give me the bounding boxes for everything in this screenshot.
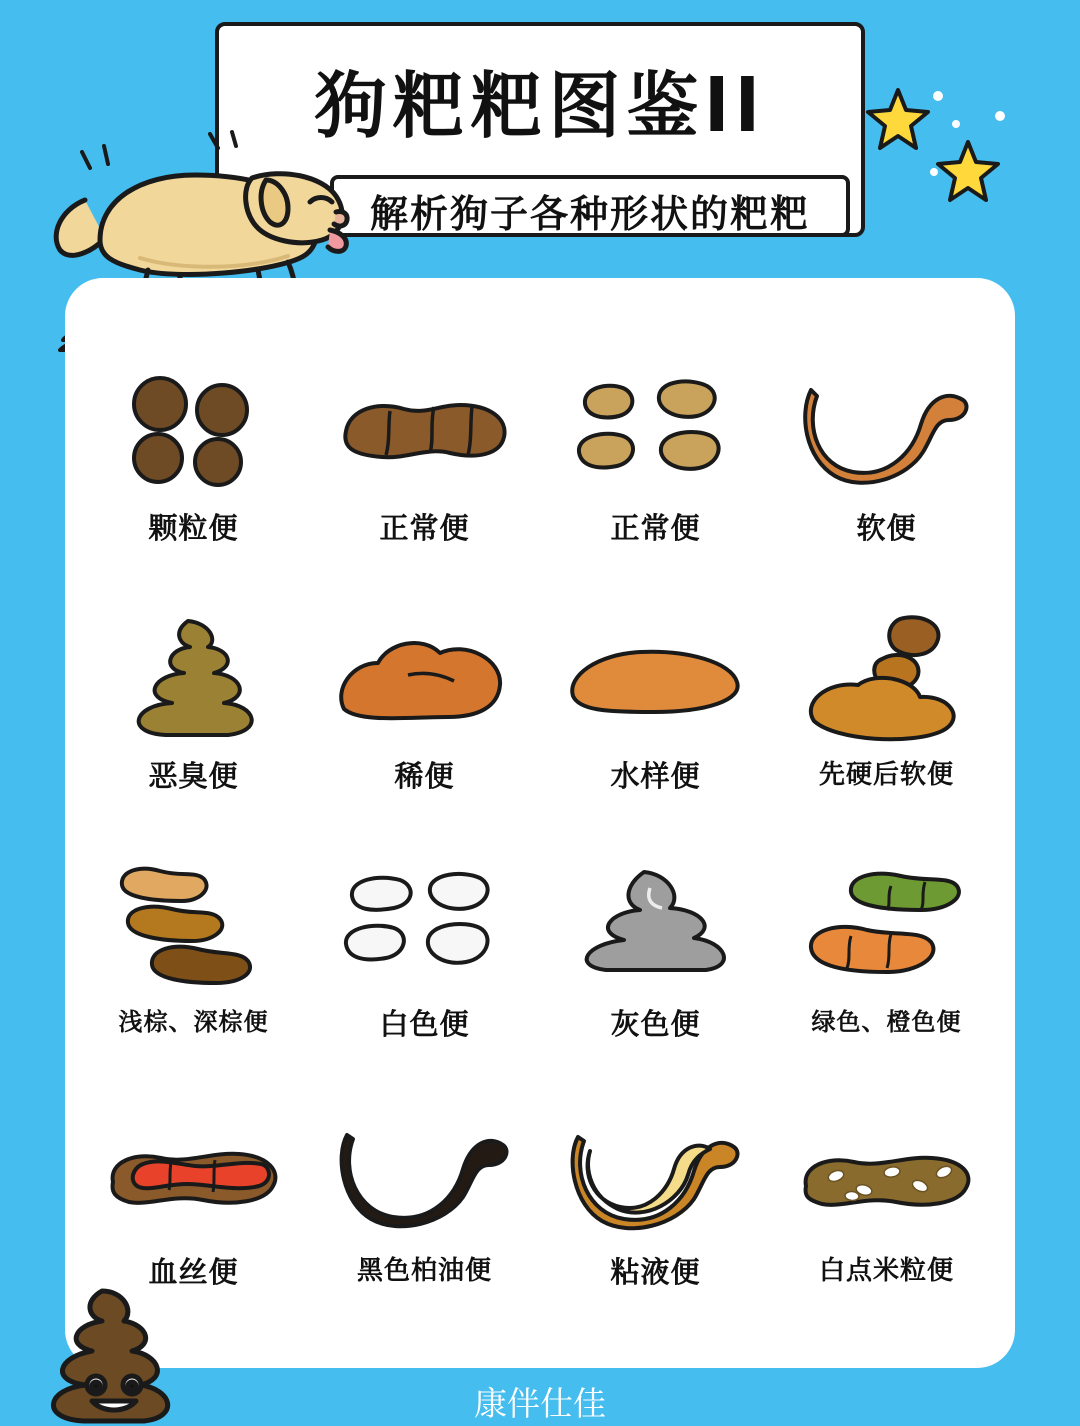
blood-streak-icon: [89, 1104, 299, 1244]
pellets-icon: [89, 360, 299, 500]
item-label: 白点米粒便: [818, 1256, 954, 1286]
item-label: 浅棕、深棕便: [118, 1008, 269, 1036]
white-chunks-icon: [320, 856, 530, 996]
mucus-icon: [551, 1104, 761, 1244]
grid-item-rice-specks[interactable]: [771, 1104, 1002, 1352]
hard-then-soft-icon: [782, 608, 992, 748]
two-tone-logs-icon: [89, 856, 299, 996]
item-label: 黑色柏油便: [356, 1256, 492, 1286]
grid-item-mucus[interactable]: [540, 1104, 771, 1352]
item-label: 粘液便: [610, 1255, 701, 1289]
item-label: 水样便: [610, 759, 701, 793]
grid-item-hard-then-soft[interactable]: [771, 608, 1002, 856]
stool-type-grid: [78, 360, 1002, 1352]
item-label: 白色便: [379, 1007, 470, 1041]
grid-item-gray-swirl[interactable]: [540, 856, 771, 1104]
soft-curve-icon: [782, 360, 992, 500]
item-label: 血丝便: [148, 1255, 239, 1289]
black-tar-icon: [320, 1104, 530, 1244]
grid-item-green-orange-logs[interactable]: [771, 856, 1002, 1104]
grid-item-segments[interactable]: [540, 360, 771, 608]
item-label: 软便: [856, 511, 917, 545]
rice-specks-icon: [782, 1104, 992, 1244]
grid-item-two-tone-logs[interactable]: [78, 856, 309, 1104]
item-label: 绿色、橙色便: [811, 1008, 962, 1036]
gray-swirl-icon: [551, 856, 761, 996]
grid-item-log-normal[interactable]: [309, 360, 540, 608]
page-subtitle: 解析狗子各种形状的粑粑: [369, 192, 810, 236]
grid-item-swirl[interactable]: [78, 608, 309, 856]
item-label: 颗粒便: [148, 511, 239, 545]
grid-item-white-chunks[interactable]: [309, 856, 540, 1104]
grid-item-watery-blob[interactable]: [540, 608, 771, 856]
item-label: 稀便: [394, 759, 455, 793]
item-label: 灰色便: [610, 1007, 701, 1041]
green-orange-logs-icon: [782, 856, 992, 996]
grid-item-pellets[interactable]: [78, 360, 309, 608]
item-label: 正常便: [379, 511, 470, 545]
footer-brand: 康伴仕佳: [474, 1384, 606, 1423]
log-normal-icon: [320, 360, 530, 500]
grid-item-soft-curve[interactable]: [771, 360, 1002, 608]
page-title: 狗粑粑图鉴ll: [314, 64, 766, 148]
item-label: 恶臭便: [148, 759, 239, 793]
sparkle-decoration: [860, 80, 1020, 210]
swirl-icon: [89, 608, 299, 748]
loose-pile-icon: [320, 608, 530, 748]
grid-item-loose-pile[interactable]: [309, 608, 540, 856]
segments-icon: [551, 360, 761, 500]
item-label: 先硬后软便: [818, 760, 954, 790]
grid-item-black-tar[interactable]: [309, 1104, 540, 1352]
item-label: 正常便: [610, 511, 701, 545]
watery-blob-icon: [551, 608, 761, 748]
